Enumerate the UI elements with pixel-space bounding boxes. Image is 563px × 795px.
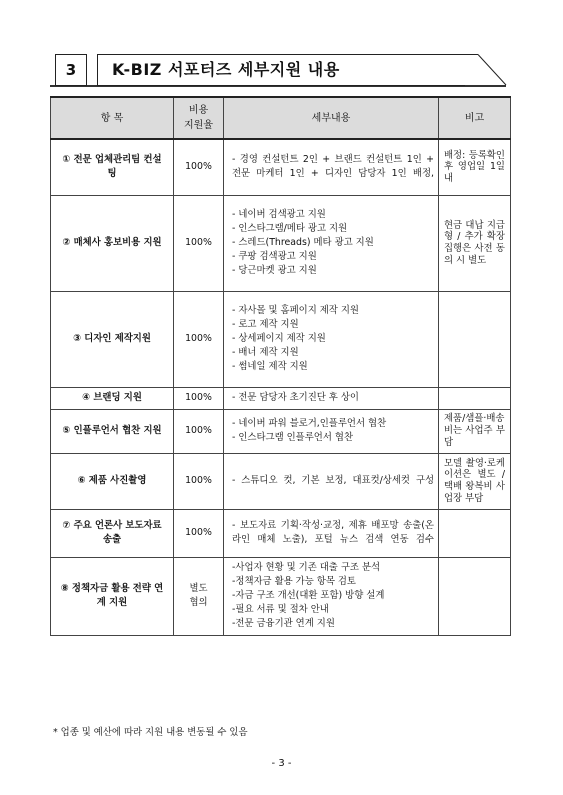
- section-title: K-BIZ 서포터즈 세부지원 내용: [112, 60, 340, 79]
- detail-line: - 인스타그램 인플루언서 협찬: [232, 432, 353, 443]
- header-rate: 비용 지원율: [174, 97, 224, 139]
- row-details: [224, 409, 439, 453]
- detail-line: - 자사몰 및 홈페이지 제작 지원: [232, 304, 359, 316]
- row-details: [224, 291, 439, 387]
- row-item: ④ 브랜딩 지원: [51, 387, 174, 409]
- row-note: [439, 509, 511, 557]
- row-details: [224, 139, 439, 195]
- table-row: [51, 409, 511, 453]
- row-item: ③ 디자인 제작지원: [51, 291, 174, 387]
- row-item: ⑦ 주요 언론사 보도자료 송출: [51, 509, 174, 557]
- row-rate: 100%: [174, 139, 224, 195]
- table-header-row: [51, 97, 511, 139]
- header-note: 비고: [439, 97, 511, 139]
- detail-line: - 로고 제작 지원: [232, 318, 299, 330]
- row-rate: 100%: [174, 387, 224, 409]
- row-details: [224, 387, 439, 409]
- row-details: [224, 509, 439, 557]
- row-note: 제품/샘플·배송비는 사업주 부담: [439, 409, 511, 453]
- row-item: ⑧ 정책자금 활용 전략 연계 지원: [51, 557, 174, 635]
- detail-line: - 네이버 검색광고 지원: [232, 208, 326, 220]
- row-rate: 100%: [174, 291, 224, 387]
- footnote: * 업종 및 예산에 따라 지원 내용 변동될 수 있음: [53, 727, 248, 738]
- row-item: ⑥ 제품 사진촬영: [51, 453, 174, 509]
- detail-line: - 인스타그램/메타 광고 지원: [232, 222, 348, 234]
- row-note: 배정: 등록확인 후 영업일 1일 내: [439, 139, 511, 195]
- row-item: ⑤ 인플루언서 협찬 지원: [51, 409, 174, 453]
- row-note: 현금 대납 지급형 / 추가 확장 집행은 사전 동의 시 별도: [439, 195, 511, 291]
- row-note: 모델 촬영·로케이션은 별도 / 택배 왕복비 사업장 부담: [439, 453, 511, 509]
- header-item: 항 목: [51, 97, 174, 139]
- table-row: [51, 557, 511, 635]
- detail-line: -자금 구조 개선(대환 포함) 방향 설계: [232, 589, 385, 601]
- detail-line: - 썸네일 제작 지원: [232, 361, 308, 373]
- detail-line: - 스튜디오 컷, 기본 보정, 대표컷/상세컷 구성: [232, 474, 434, 486]
- detail-line: - 상세페이지 제작 지원: [232, 332, 326, 344]
- table-row: [51, 195, 511, 291]
- page-number: - 3 -: [271, 758, 292, 769]
- table-row: [51, 387, 511, 409]
- row-item: ① 전문 업체관리팀 컨설팅: [51, 139, 174, 195]
- section-title-box: [97, 54, 465, 86]
- row-rate: 별도 협의: [174, 557, 224, 635]
- detail-line: - 당근마켓 광고 지원: [232, 265, 317, 277]
- section-number: 3: [55, 54, 87, 86]
- detail-line: - 경영 컨설턴트 2인 + 브랜드 컨설턴트 1인 + 전문 마케터 1인 + 디자인 담당자 1인 배정,: [232, 154, 434, 180]
- row-rate: 100%: [174, 409, 224, 453]
- row-rate: 100%: [174, 453, 224, 509]
- table-row: [51, 453, 511, 509]
- table-row: [51, 291, 511, 387]
- row-note: [439, 387, 511, 409]
- detail-line: -사업자 현황 및 기존 대출 구조 분석: [232, 561, 381, 573]
- row-rate: 100%: [174, 509, 224, 557]
- detail-line: -필요 서류 및 절차 안내: [232, 604, 329, 616]
- detail-line: -정책자금 활용 가능 항목 검토: [232, 575, 356, 587]
- row-item: ② 매체사 홍보비용 지원: [51, 195, 174, 291]
- row-details: [224, 195, 439, 291]
- detail-line: - 배너 제작 지원: [232, 347, 299, 359]
- detail-line: - 스레드(Threads) 메타 광고 지원: [232, 236, 374, 248]
- detail-line: - 전문 담당자 초기진단 후 상이: [232, 391, 359, 403]
- row-details: [224, 453, 439, 509]
- row-note: [439, 291, 511, 387]
- section-header: [50, 48, 508, 88]
- support-table: [50, 96, 511, 636]
- detail-line: - 네이버 파워 블로거,인플루언서 협찬: [232, 417, 387, 429]
- row-rate: 100%: [174, 195, 224, 291]
- detail-line: - 보도자료 기획·작성·교정, 제휴 배포망 송출(온라인 매체 노출), 포털 뉴스 검색 연동 검수: [232, 519, 434, 545]
- row-details: [224, 557, 439, 635]
- detail-line: -전문 금융기관 연계 지원: [232, 618, 335, 630]
- header-detail: 세부내용: [224, 97, 439, 139]
- detail-line: - 쿠팡 검색광고 지원: [232, 251, 317, 263]
- table-row: [51, 509, 511, 557]
- header-diagonal-decoration: [462, 48, 508, 88]
- row-note: [439, 557, 511, 635]
- table-row: [51, 139, 511, 195]
